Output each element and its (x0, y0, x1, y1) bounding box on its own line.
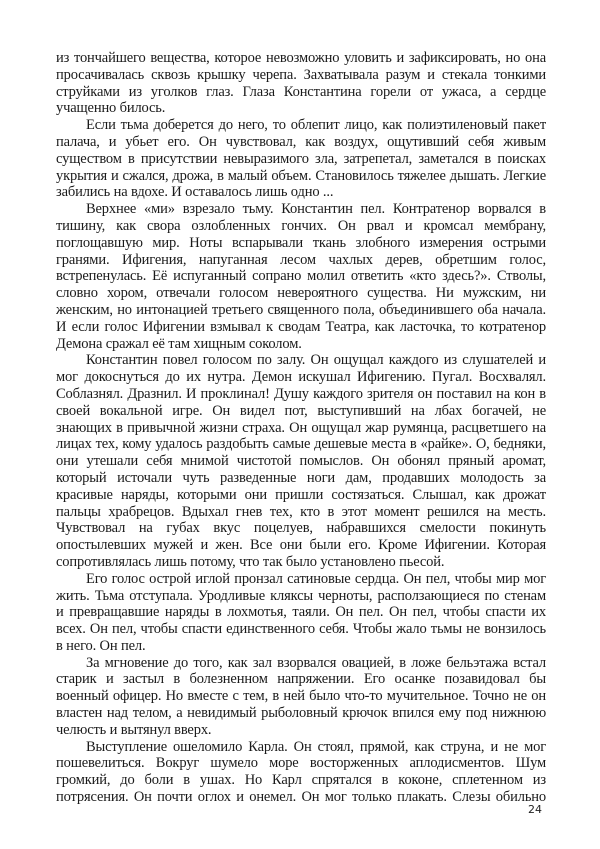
text-line: пальцы храбрецов. Вдыхал гнев тех, кто в этот момент решился на месть. (56, 503, 546, 520)
text-line: Константин повел голосом по залу. Он ощущал каждого из слушателей и (86, 352, 546, 369)
text-line: громкий, до боли в ушах. Но Карл спрятался в коконе, сплетенном из (56, 772, 546, 789)
text-line: Соблазнял. Дразнил. И проклинал! Душу каждого зрителя он поставил на кон в (56, 385, 546, 402)
paragraph (56, 117, 546, 201)
text-line: сопротивлялась лишь потому, что так было установлено пьесой. (56, 553, 445, 570)
text-line: палача, и убьет его. Он чувствовал, как воздух, ощутивший себя живым (56, 133, 546, 150)
text-line: забились на вдохе. И оставалось лишь одно ... (56, 184, 334, 201)
text-line: всех. Он пел, чтобы спасти единственного себя. Чтобы жало тьмы не вонзилось (56, 621, 546, 638)
text-line: и превращавшие наряды в лохмотья, таяли. Он пел. Он пел, чтобы спасти их (56, 604, 546, 621)
text-line: знающих в привычной жизни страха. Он ощущал жар румянца, расцветшего на (56, 419, 546, 436)
text-line: военный офицер. Но вместе с тем, в ней было что-то мучительное. Точно не он (56, 688, 546, 705)
text-line: существом в присутствии невыразимого зла, затрепетал, заметался в поисках (56, 150, 546, 167)
text-line: в него. Он пел. (56, 637, 146, 654)
text-line: мог докоснуться до их нутра. Демон искушал Ифигению. Пугал. Восхвалял. (56, 369, 546, 386)
text-line: За мгновение до того, как зал взорвался овацией, в ложе бельэтажа встал (86, 654, 546, 671)
text-line: поглощавшую мир. Ноты вспарывали ткань злобного измерения острыми (56, 234, 546, 251)
text-line: лицах тех, кому удалось раздобыть самые дешевые места в «райке». О, бедняки, (56, 436, 546, 453)
text-line: Его голос острой иглой пронзал сатиновые сердца. Он пел, чтобы мир мог (86, 570, 546, 587)
text-line: который источали чуть разведенные ноги дам, продавших молодость за (56, 469, 546, 486)
text-line: гранями. Ифигения, напуганная лесом чахлых дерев, обретшим голос, (56, 251, 546, 268)
text-line: жить. Тьма отступала. Уродливые кляксы черноты, расползающиеся по стенам (56, 587, 546, 604)
text-line: челюсть и вытянул вверх. (56, 721, 212, 738)
text-line: укрытия и сжался, дрожа, в малый объем. Становилось тяжелее дышать. Легкие (56, 167, 546, 184)
text-line: властен над телом, а невидимый рыболовный крючок впился ему под нижнюю (56, 705, 546, 722)
text-line: опостылевших мужей и жен. Все они были его. Кроме Ифигении. Которая (56, 537, 546, 554)
text-line: потрясения. Он почти оглох и онемел. Он мог только плакать. Слезы обильно (56, 789, 546, 806)
paragraph (56, 739, 546, 806)
paragraph (56, 352, 546, 570)
text-line: Верхнее «ми» взрезало тьму. Константин пел. Контратенор ворвался в (86, 201, 546, 218)
page-number: 24 (528, 803, 542, 816)
text-line: из тончайшего вещества, которое невозможно уловить и зафиксировать, но она (56, 50, 546, 66)
text-line: И если голос Ифигении взмывал к сводам Театра, как ласточка, то котратенор (56, 318, 546, 335)
text-line: Если тьма доберется до него, то облепит лицо, как полиэтиленовый пакет (86, 117, 546, 134)
text-line: пошевелиться. Вокруг шумело море восторженных аплодисментов. Шум (56, 755, 546, 772)
paragraph (56, 50, 546, 117)
document-body (56, 50, 546, 806)
text-line: Выступление ошеломило Карла. Он стоял, прямой, как струна, и не мог (86, 738, 546, 755)
text-line: просачивалась сквозь крышку черепа. Захватывала разум и стекала тонкими (56, 66, 546, 83)
text-line: встрепенулась. Её испуганный сопрано молил ответить «кто здесь?». Стволы, (56, 268, 546, 285)
text-line: Демона сражал её там хищным соколом. (56, 335, 302, 352)
paragraph (56, 201, 546, 352)
text-line: старик и застыл в болезненном напряжении. Его осанке позавидовал бы (56, 671, 546, 688)
paragraph (56, 571, 546, 655)
text-line: красивые наряды, которыми они пришли состязаться. Слышал, как дрожат (56, 486, 546, 503)
text-line: своей вокальной игре. Он видел пот, выступивший на лбах богачей, не (56, 402, 546, 419)
text-line: учащенно билось. (56, 100, 166, 117)
text-line: они утешали себя мнимой чистотой помыслов. Он обонял пряный аромат, (56, 453, 546, 470)
text-line: словно хором, отвечали голосом невероятного существа. Ни мужским, ни (56, 285, 546, 302)
text-line: женским, но интонацией третьего священного пола, объединившего оба начала. (56, 301, 546, 318)
text-line: струйками из уголков глаз. Глаза Константина горели от ужаса, а сердце (56, 83, 546, 100)
paragraph (56, 655, 546, 739)
text-line: Чувствовал на губах вкус поцелуев, набравшихся смелости покинуть (56, 520, 546, 537)
text-line: тишину, как свора озлобленных гончих. Он рвал и кромсал мембрану, (56, 217, 546, 234)
